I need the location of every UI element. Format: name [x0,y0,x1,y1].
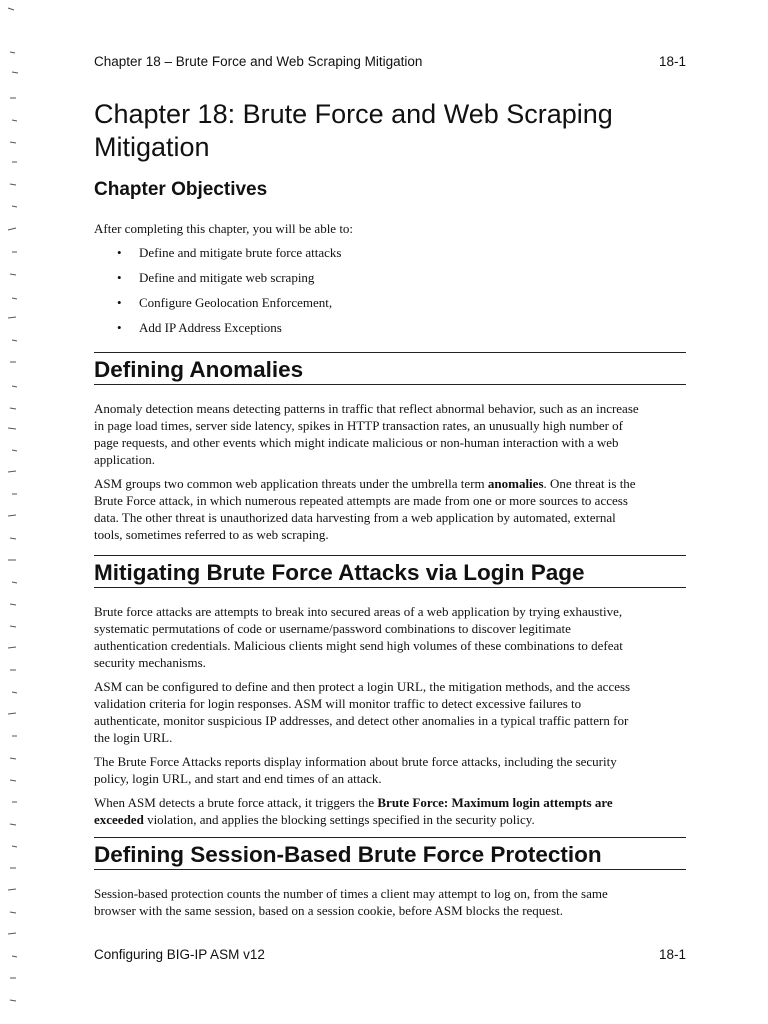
paragraph: Session-based protection counts the number of times a client may attempt to log on, from the same browser with the same session, based on a session cookie, before ASM blocks the request. [94,886,608,918]
paragraph: Anomaly detection means detecting patterns in traffic that reflect abnormal behavior, such as an increase in page load times, server side latency, spikes in HTTP transaction rates, an unusually high number of page requests, and other events which might indicate malicious or non-human interaction with a web application. [94,401,639,467]
header-page-number: 18-1 [658,54,686,69]
bullet-icon: • [117,245,122,260]
objectives-heading: Chapter Objectives [94,179,268,200]
bullet-icon: • [117,320,122,335]
section-heading: Defining Anomalies [94,357,304,382]
objective-item: • Define and mitigate brute force attacks [117,245,342,260]
paragraph: When ASM detects a brute force attack, it triggers the Brute Force: Maximum login attempts are exceeded violation, and applies the blocking settings specified in the security policy. [94,795,613,827]
scan-margin-marks [0,0,40,1024]
bullet-icon: • [117,295,122,310]
footer-page-number: 18-1 [658,947,686,962]
section-heading: Mitigating Brute Force Attacks via Login Page [94,560,585,585]
section-mitigating-brute-force [94,555,686,835]
paragraph: ASM can be configured to define and then protect a login URL, the mitigation methods, and the access validation criteria for login responses. ASM will monitor traffic to detect excessive failures to authenticate, monitor suspicious IP addresses, and detect other anomalies in a typical traffic pattern for the login URL. [94,679,631,745]
objective-item: • Define and mitigate web scraping [117,270,315,285]
chapter-title [94,98,694,164]
section-body [94,870,686,919]
paragraph: The Brute Force Attacks reports display information about brute force attacks, including the security policy, login URL, and start and end times of an attack. [94,754,617,786]
paragraph: Brute force attacks are attempts to break into secured areas of a web application by trying exhaustive, systematic permutations of code or username/password combinations to discover legitimate authentication credentials. Malicious clients might send high volumes of these combinations to defeat security mechanisms. [94,604,623,670]
section-heading: Defining Session-Based Brute Force Protection [94,842,602,867]
objective-item: • Configure Geolocation Enforcement, [117,295,333,310]
section-session-based-protection [94,837,686,926]
chapter-title-line-1: Chapter 18: Brute Force and Web Scraping [94,99,613,129]
section-body [94,385,686,543]
objectives-list [94,244,342,344]
section-defining-anomalies [94,352,686,550]
header-chapter-title: Chapter 18 – Brute Force and Web Scraping Mitigation [94,54,423,69]
chapter-title-line-2: Mitigation [94,132,210,162]
footer-book-title: Configuring BIG-IP ASM v12 [94,947,265,962]
paragraph: ASM groups two common web application threats under the umbrella term anomalies. One threat is the Brute Force attack, in which numerous repeated attempts are made from one or more sources to access data. The other threat is unauthorized data harvesting from a web application by automated, external tools, sometimes referred to as web scraping. [94,476,636,542]
bullet-icon: • [117,270,122,285]
objectives-intro: After completing this chapter, you will be able to: [94,221,354,236]
section-body [94,588,686,828]
objective-item: • Add IP Address Exceptions [117,320,282,335]
